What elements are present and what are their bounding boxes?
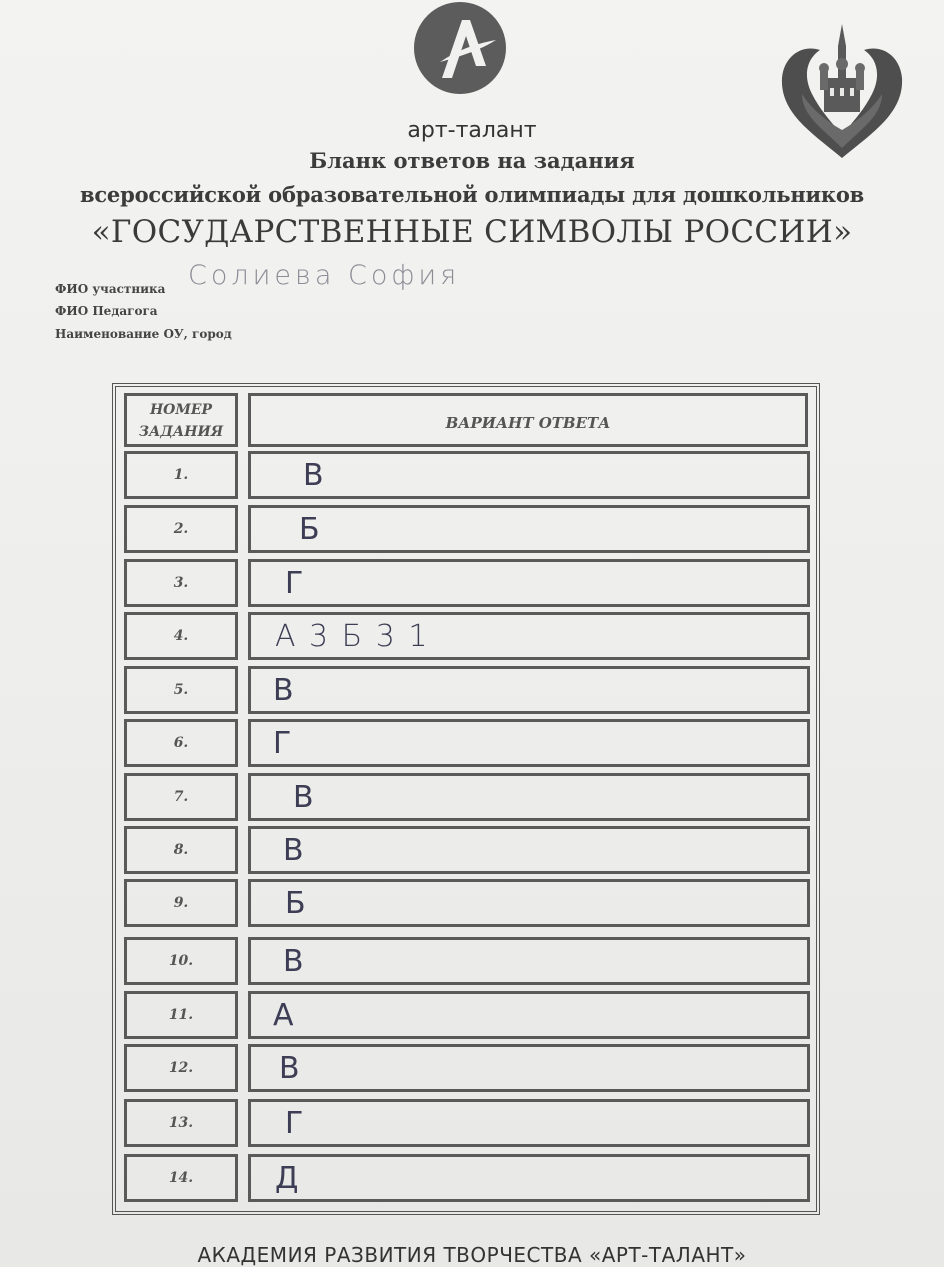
participant-label: ФИО участника (55, 282, 166, 296)
answer-cell (248, 451, 810, 499)
answer-cell (248, 773, 810, 821)
task-number-cell: 9. (124, 879, 238, 927)
art-talant-logo (410, 0, 510, 100)
brand-name: арт-талант (407, 118, 537, 143)
handwritten-answer: Д (275, 1161, 299, 1196)
task-number-cell: 1. (124, 451, 238, 499)
answers-table (112, 383, 820, 1215)
task-number-cell: 7. (124, 773, 238, 821)
column-header-line2: ЗАДАНИЯ (138, 424, 224, 440)
task-number-cell: 2. (124, 505, 238, 553)
handwritten-answer: В (303, 458, 324, 493)
column-header-answer: ВАРИАНТ ОТВЕТА (248, 393, 808, 447)
answer-cell (248, 666, 810, 714)
olympiad-name: «ГОСУДАРСТВЕННЫЕ СИМВОЛЫ РОССИИ» (91, 214, 853, 250)
handwritten-answer: Г (285, 1106, 304, 1141)
task-number-cell: 12. (124, 1044, 238, 1092)
answer-cell (248, 1044, 810, 1092)
handwritten-answer: Б (299, 512, 320, 547)
task-number-cell: 8. (124, 826, 238, 874)
school-label: Наименование ОУ, город (55, 327, 232, 341)
task-number-cell: 4. (124, 612, 238, 660)
task-number-cell: 10. (124, 937, 238, 985)
answer-cell (248, 719, 810, 767)
handwritten-answer: В (273, 673, 294, 708)
participant-name-handwritten: Солиева София (188, 260, 461, 291)
handwritten-answer: А (273, 998, 294, 1033)
task-number-cell: 3. (124, 559, 238, 607)
answer-cell (248, 826, 810, 874)
footer-organization: АКАДЕМИЯ РАЗВИТИЯ ТВОРЧЕСТВА «АРТ-ТАЛАНТ» (197, 1243, 747, 1267)
answer-cell (248, 505, 810, 553)
task-number-cell: 6. (124, 719, 238, 767)
column-header-line1: НОМЕР (149, 402, 213, 418)
answer-cell (248, 1154, 810, 1202)
handwritten-answer: В (293, 780, 314, 815)
answer-cell (248, 1099, 810, 1147)
task-number-cell: 5. (124, 666, 238, 714)
handwritten-answer: Б (285, 886, 306, 921)
handwritten-answer: Г (285, 566, 304, 601)
handwritten-answer: Г (273, 726, 292, 761)
olympiad-subtitle: всероссийской образовательной олимпиады для дошкольников (79, 182, 865, 207)
task-number-cell: 11. (124, 991, 238, 1039)
answer-cell (248, 879, 810, 927)
handwritten-answer: В (283, 944, 304, 979)
teacher-label: ФИО Педагога (55, 304, 158, 318)
answer-cell (248, 937, 810, 985)
handwritten-answer: А 3 Б 3 1 (275, 619, 430, 654)
task-number-cell: 14. (124, 1154, 238, 1202)
answer-cell (248, 612, 810, 660)
form-title: Бланк ответов на задания (309, 148, 635, 173)
task-number-cell: 13. (124, 1099, 238, 1147)
answer-cell (248, 559, 810, 607)
answer-cell (248, 991, 810, 1039)
handwritten-answer: В (283, 833, 304, 868)
column-header-task-number (124, 393, 238, 447)
handwritten-answer: В (279, 1051, 300, 1086)
